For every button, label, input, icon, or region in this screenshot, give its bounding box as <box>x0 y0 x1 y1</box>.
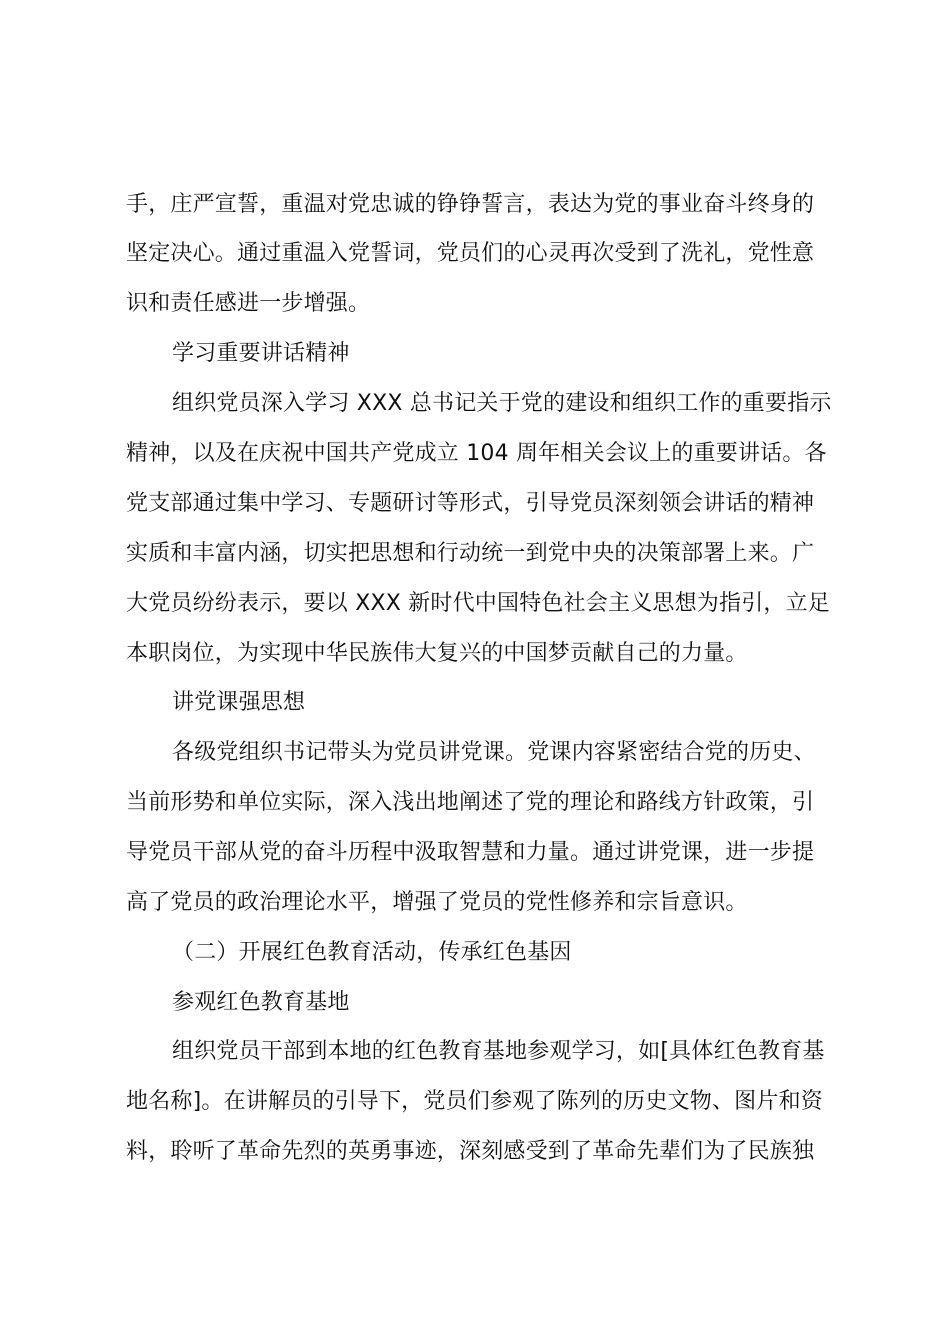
paragraph-first-line: 各级党组织书记带头为党员讲党课。党课内容紧密结合党的历史、 <box>172 740 816 765</box>
body-text-line: 实质和丰富内涵，切实把思想和行动统一到党中央的决策部署上来。广 <box>126 541 815 566</box>
body-text-line: 识和责任感进一步增强。 <box>126 291 371 316</box>
paragraph-first-line: 组织党员深入学习 XXX 总书记关于党的建设和组织工作的重要指示 <box>172 391 832 416</box>
body-text-line: 坚定决心。通过重温入党誓词，党员们的心灵再次受到了洗礼，党性意 <box>126 241 815 266</box>
body-text-line: 大党员纷纷表示，要以 XXX 新时代中国特色社会主义思想为指引，立足 <box>126 591 831 616</box>
body-text-line: 党支部通过集中学习、专题研讨等形式，引导党员深刻领会讲话的精神 <box>126 491 815 516</box>
body-text-line: 手，庄严宣誓，重温对党忠诚的铮铮誓言，表达为党的事业奋斗终身的 <box>126 192 815 217</box>
subsection-heading: （二）开展红色教育活动，传承红色基因 <box>172 940 572 965</box>
body-text-line: 高了党员的政治理论水平，增强了党员的党性修养和宗旨意识。 <box>126 890 748 915</box>
section-heading: 参观红色教育基地 <box>172 990 350 1015</box>
body-text-line: 当前形势和单位实际，深入浅出地阐述了党的理论和路线方针政策，引 <box>126 790 815 815</box>
section-heading: 学习重要讲话精神 <box>172 341 350 366</box>
paragraph-first-line: 组织党员干部到本地的红色教育基地参观学习，如[具体红色教育基 <box>172 1039 825 1064</box>
body-text-line: 料，聆听了革命先烈的英勇事迹，深刻感受到了革命先辈们为了民族独 <box>126 1139 815 1164</box>
body-text-line: 本职岗位，为实现中华民族伟大复兴的中国梦贡献自己的力量。 <box>126 641 748 666</box>
body-text-line: 导党员干部从党的奋斗历程中汲取智慧和力量。通过讲党课，进一步提 <box>126 840 815 865</box>
body-text-line: 精神，以及在庆祝中国共产党成立 104 周年相关会议上的重要讲话。各 <box>126 441 827 466</box>
section-heading: 讲党课强思想 <box>172 690 306 715</box>
body-text-line: 地名称]。在讲解员的引导下，党员们参观了陈列的历史文物、图片和资 <box>126 1089 823 1114</box>
